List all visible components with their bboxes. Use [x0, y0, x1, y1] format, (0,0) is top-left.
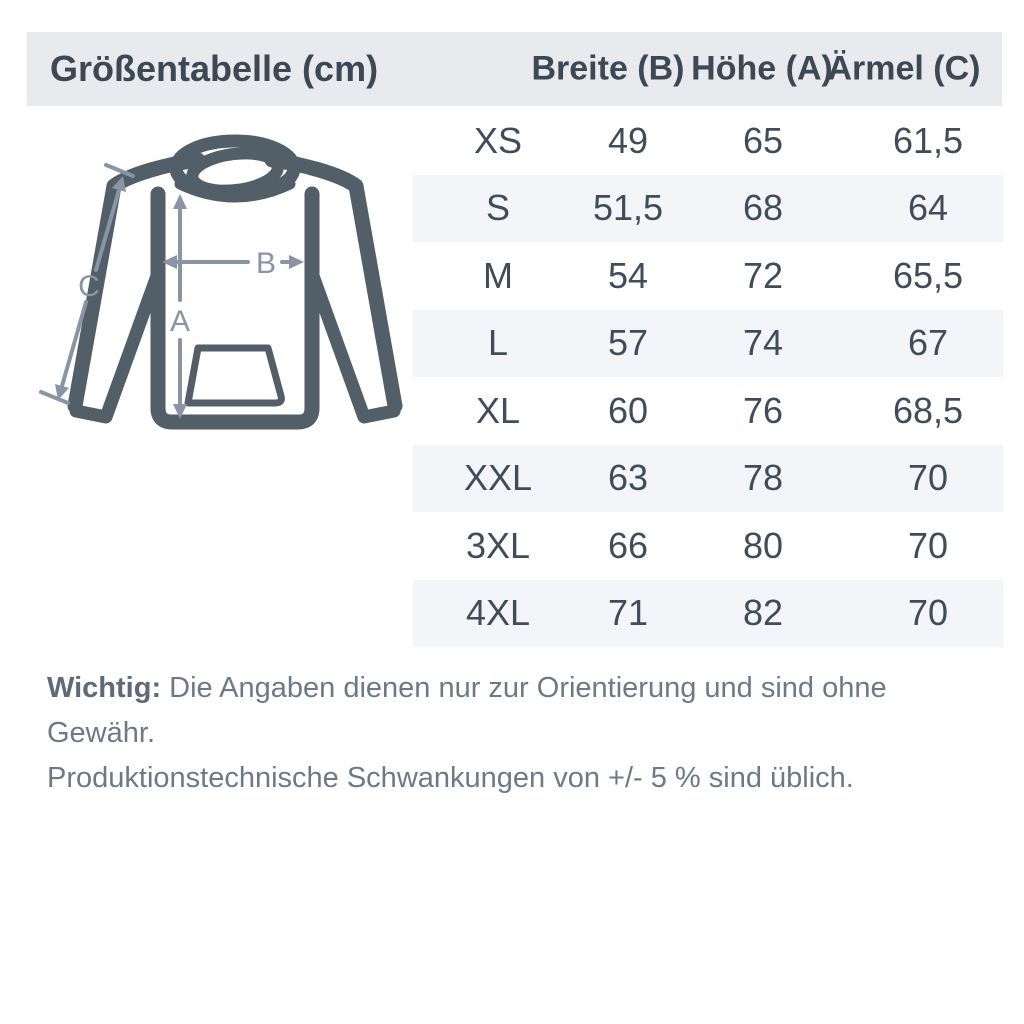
hoehe-value: 65 [742, 119, 784, 161]
label-a: A [169, 305, 191, 338]
label-c: C [78, 270, 100, 303]
hoehe-value: 72 [742, 254, 784, 296]
disclaimer-line2: Produktionstechnische Schwankungen von +/- 5 % sind üblich. [47, 762, 854, 794]
table-row [413, 310, 1003, 378]
disclaimer-bold: Wichtig: [47, 672, 162, 704]
breite-value: 57 [607, 322, 649, 364]
size-label: 4XL [465, 592, 531, 634]
aermel-value: 65,5 [892, 254, 964, 296]
hoehe-value: 76 [742, 389, 784, 431]
aermel-value: 70 [907, 592, 949, 634]
table-row [413, 445, 1003, 513]
breite-value: 54 [607, 254, 649, 296]
size-label: 3XL [465, 524, 531, 566]
table-row [413, 242, 1003, 310]
column-header-hoehe: Höhe (A) [691, 49, 833, 88]
breite-value: 71 [607, 592, 649, 634]
header-bar [27, 32, 1002, 106]
breite-value: 51,5 [592, 187, 664, 229]
size-label: XXL [463, 457, 533, 499]
table-row [413, 580, 1003, 648]
table-row [413, 175, 1003, 243]
table-row [413, 107, 1003, 175]
aermel-value: 70 [907, 524, 949, 566]
size-label: M [483, 254, 513, 296]
size-label: S [485, 187, 510, 229]
table-row [413, 377, 1003, 445]
hoehe-value: 80 [742, 524, 784, 566]
hoehe-value: 68 [742, 187, 784, 229]
size-table [413, 107, 1003, 647]
breite-value: 66 [607, 524, 649, 566]
breite-value: 63 [607, 457, 649, 499]
hoehe-value: 74 [742, 322, 784, 364]
hoehe-value: 78 [742, 457, 784, 499]
hoehe-value: 82 [742, 592, 784, 634]
size-label: L [487, 322, 509, 364]
page-title: Größentabelle (cm) [50, 48, 379, 89]
aermel-value: 68,5 [892, 389, 964, 431]
label-b: B [255, 247, 277, 280]
aermel-value: 61,5 [892, 119, 964, 161]
table-row [413, 512, 1003, 580]
aermel-value: 67 [907, 322, 949, 364]
breite-value: 60 [607, 389, 649, 431]
aermel-value: 70 [907, 457, 949, 499]
disclaimer-note [47, 666, 977, 801]
aermel-value: 64 [907, 187, 949, 229]
hoodie-measurement-diagram [20, 110, 440, 470]
column-header-aermel: Ärmel (C) [827, 49, 981, 88]
size-label: XS [473, 119, 523, 161]
column-header-breite: Breite (B) [531, 49, 685, 88]
disclaimer-line1: Die Angaben dienen nur zur Orientierung und sind ohne Gewähr. [47, 672, 887, 749]
breite-value: 49 [607, 119, 649, 161]
size-label: XL [475, 389, 521, 431]
